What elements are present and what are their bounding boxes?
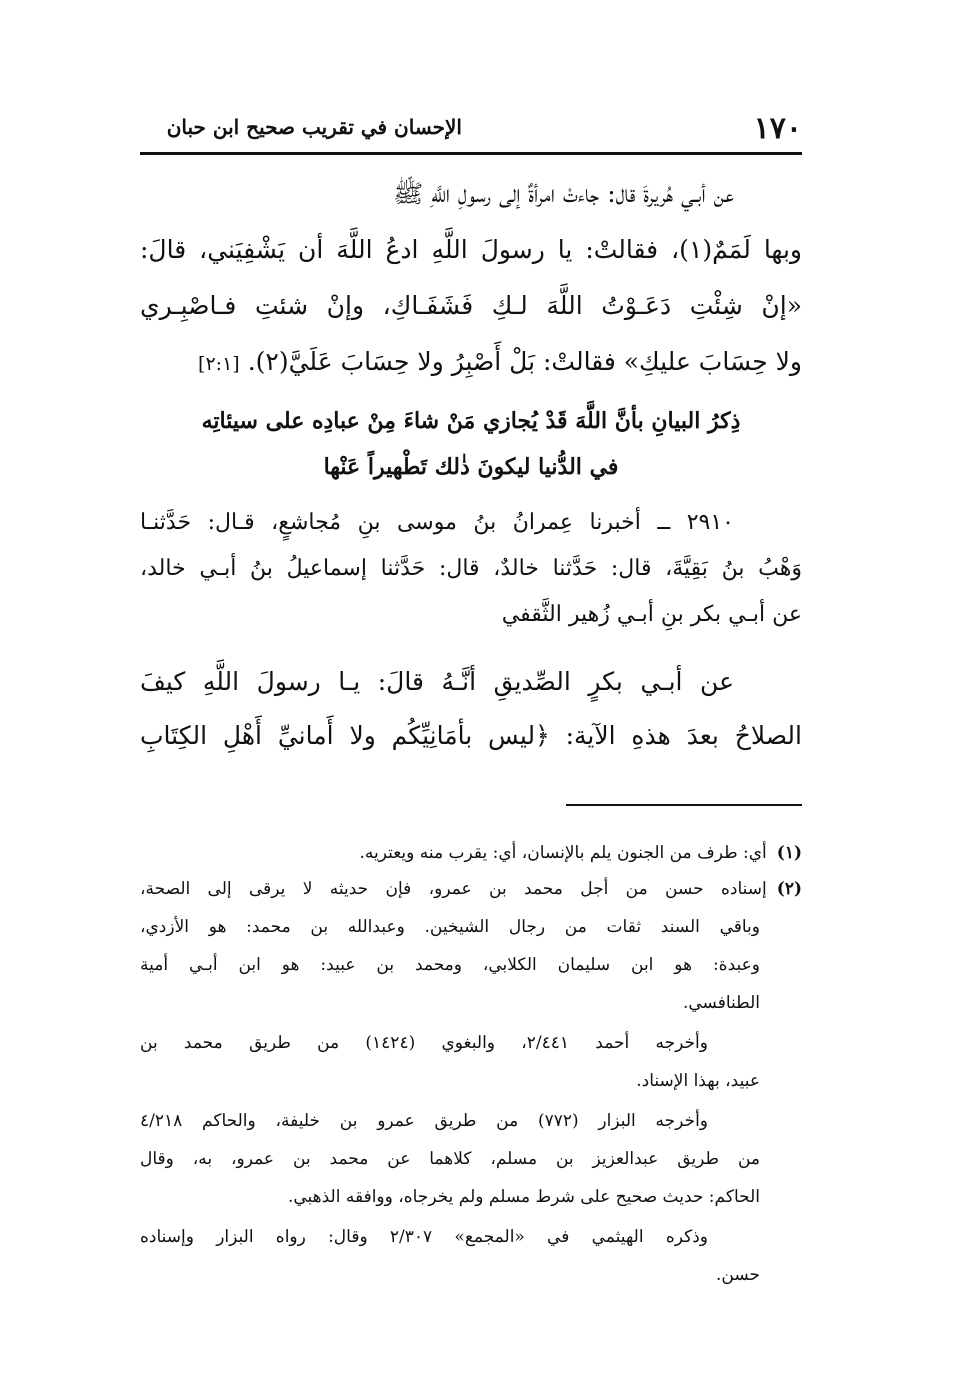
footnote-2-line-2: وباقي السند ثقات من رجال الشيخين. وعبدالله بن محمد: هو الأزدي، <box>140 917 760 937</box>
footnote-2-line-6: عبيد، بهذا الإسناد. <box>636 1071 760 1091</box>
hadith-2-line-1: عن أبـي بكرٍ الصِّديقِ أنَّـهُ قالَ: يـا رسولَ اللَّهِ كيفَ <box>140 667 734 696</box>
page-number: ١٧٠ <box>753 111 802 146</box>
hadith-1-reference: [٢:١] <box>198 353 240 375</box>
page-header <box>140 105 802 153</box>
footnote-2-line-11: حسن. <box>715 1265 760 1285</box>
footnote-1-number: (١) <box>776 843 802 863</box>
hadith-1-line-2: وبها لَمَمٌ(١)، فقالتْ: يا رسولَ اللَّهِ ادعُ اللَّهَ أن يَشْفِيَني، قالَ: <box>140 235 802 264</box>
footnote-rule <box>566 804 802 806</box>
chapter-heading-line-2: في الدُّنيا ليكونَ ذٰلك تَطْهيراً عَنْها <box>323 454 619 480</box>
footnote-2-line-1 <box>140 872 802 906</box>
hadith-1-line-4-text: ولا حِسَابَ عليكِ» فقالتْ: بَلْ أَصْبِرُ ولا حِسَابَ عَلَيَّ(٢). <box>247 347 802 376</box>
footnote-2-line-9: الحاكم: حديث صحيح على شرط مسلم ولم يخرجاه، ووافقه الذهبي. <box>287 1187 760 1207</box>
footnote-1 <box>140 836 802 870</box>
isnad-line-3: عن أبـي بكر بنِ أبـي زُهير الثَّقفي <box>501 602 802 627</box>
hadith-2-line-2: الصلاحُ بعدَ هذهِ الآية: ﴿ليس بأمَانِيِّكُم ولا أَمانيِّ أَهْلِ الكِتَابِ <box>140 721 802 750</box>
footnote-2-line-4: الطنافسي. <box>682 993 760 1013</box>
footnote-2-line-3: وعبدة: هو ابن سليمان الكلابي، ومحمد بن عبيد: هو ابن أبـي أمية <box>140 955 760 975</box>
isnad-line-1: ٢٩١٠ ــ أخبرنا عِمرانُ بنُ موسى بنِ مُجاشعٍ، قـال: حَدَّثنـا <box>140 510 734 535</box>
hadith-1-line-4 <box>140 334 802 390</box>
footnote-1-text: أي: طرف من الجنون يلم بالإنسان، أي: يقرب منه ويعتريه. <box>359 843 767 863</box>
hadith-1-line-1: عن أبـي هُريرةَ قال: جاءتْ امرأةٌ إلى رسولِ اللَّهِ ﷺ <box>393 179 734 208</box>
running-title: الإحسان في تقريب صحيح ابن حبان <box>166 115 462 139</box>
footnote-2-line-10: وذكره الهيثمي في «المجمع» ٢/٣٠٧ وقال: رواه البزار وإسناده <box>140 1227 708 1247</box>
header-rule <box>140 152 802 155</box>
footnote-2-line-5: وأخرجه أحمد ٢/٤٤١، والبغوي (١٤٢٤) من طريق محمد بن <box>140 1033 708 1053</box>
footnote-2-line-8: من طريق عبدالعزيز بن مسلم، كلاهما عن محمد بن عمرو، به، وقال <box>140 1149 760 1169</box>
isnad-line-2: وَهْبُ بنُ بَقِيَّةَ، قال: حَدَّثنا خالدٌ، قال: حَدَّثنا إسماعيلُ بنُ أبـي خالد، <box>140 556 802 581</box>
footnote-2-line-7: وأخرجه البزار (٧٧٢) من طريق عمرو بن خليفة، والحاكم ٤/٢١٨ <box>140 1111 708 1131</box>
footnote-2-number: (٢) <box>776 879 802 899</box>
footnote-2-line-1-text: إسناده حسن من أجل محمد بن عمرو، فإن حديثه لا يرقى إلى الصحة، <box>140 879 767 899</box>
hadith-1-line-3: «إنْ شِئْتِ دَعَـوْتُ اللَّهَ لـكِ فَشَفَـاكِ، وإنْ شئتِ فـاصْبِـري <box>140 291 802 320</box>
chapter-heading-line-1: ذِكرُ البيانِ بأنَّ اللَّهَ قَدْ يُجازي مَنْ شاءَ مِنْ عبادِه على سيئاتِه <box>201 408 741 434</box>
